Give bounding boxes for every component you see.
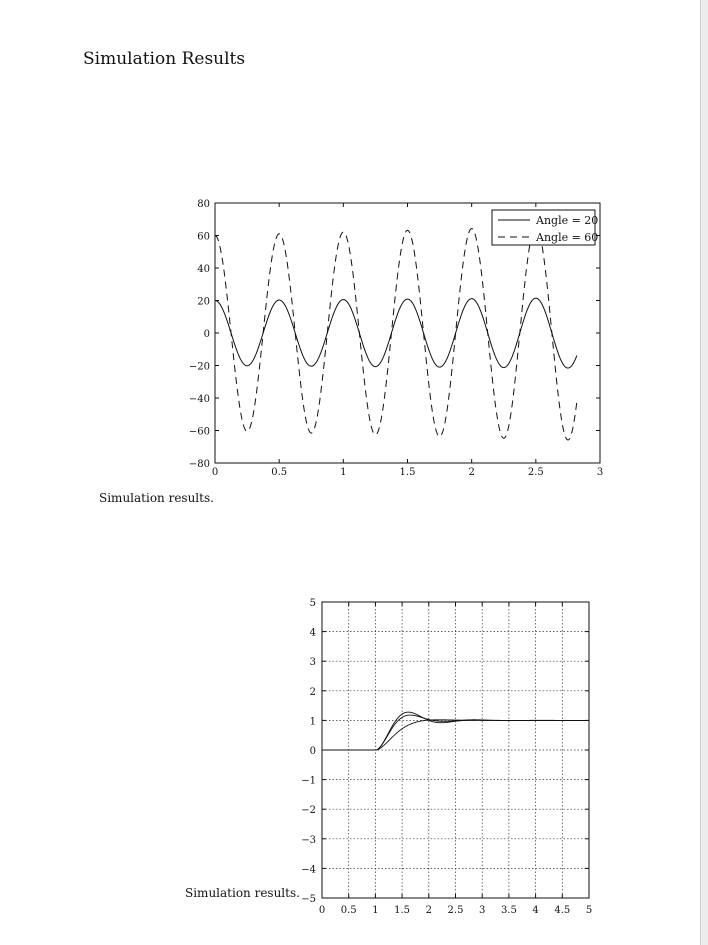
- y-tick-label: 40: [197, 264, 210, 275]
- x-tick-label: 4: [532, 905, 539, 916]
- y-tick-label: 20: [197, 296, 210, 308]
- x-tick-label: 2.5: [447, 905, 464, 916]
- y-tick-label: 5: [309, 598, 316, 609]
- y-tick-label: −2: [301, 805, 316, 817]
- section-title: Simulation Results: [83, 49, 246, 69]
- x-tick-label: 3: [596, 467, 604, 478]
- y-tick-label: −20: [188, 361, 210, 373]
- y-tick-label: 80: [197, 199, 210, 210]
- x-tick-label: 2: [468, 467, 475, 478]
- x-tick-label: 0: [318, 905, 326, 916]
- y-tick-label: −60: [188, 426, 210, 438]
- figure-1-caption: Simulation results.: [99, 491, 214, 505]
- x-tick-label: 1.5: [399, 467, 416, 478]
- y-tick-label: −1: [301, 775, 316, 787]
- y-tick-label: −80: [188, 459, 210, 470]
- x-tick-label: 0.5: [271, 467, 288, 478]
- series-line-2: [215, 227, 577, 440]
- y-tick-label: 2: [309, 686, 316, 698]
- step-response-chart: [295, 590, 605, 920]
- x-tick-label: 0.5: [340, 905, 357, 916]
- page-edge: [700, 0, 708, 945]
- x-tick-label: 0: [211, 467, 219, 478]
- x-tick-label: 4.5: [554, 905, 571, 916]
- y-tick-label: −5: [301, 894, 316, 905]
- y-tick-label: −40: [188, 394, 210, 405]
- legend-label-1: Angle = 20: [536, 214, 599, 227]
- x-tick-label: 2: [425, 905, 432, 916]
- figure-2-caption: Simulation results.: [185, 886, 300, 900]
- y-tick-label: 3: [309, 657, 316, 669]
- x-tick-label: 1: [340, 467, 347, 478]
- x-tick-label: 2.5: [527, 467, 544, 478]
- y-tick-label: 0: [309, 746, 316, 757]
- x-tick-label: 3: [479, 905, 486, 916]
- x-tick-label: 1.5: [394, 905, 411, 916]
- response-line-3: [322, 720, 589, 750]
- y-tick-label: 60: [197, 231, 210, 243]
- y-tick-label: 0: [203, 329, 210, 340]
- legend-label-2: Angle = 60: [536, 231, 599, 244]
- y-tick-label: −3: [301, 834, 316, 846]
- y-tick-label: 4: [309, 627, 316, 639]
- y-tick-label: −4: [301, 864, 316, 876]
- oscillation-chart: [180, 190, 620, 490]
- x-tick-label: 3.5: [500, 905, 517, 916]
- x-tick-label: 5: [585, 905, 593, 916]
- x-tick-label: 1: [372, 905, 379, 916]
- y-tick-label: 1: [309, 716, 316, 728]
